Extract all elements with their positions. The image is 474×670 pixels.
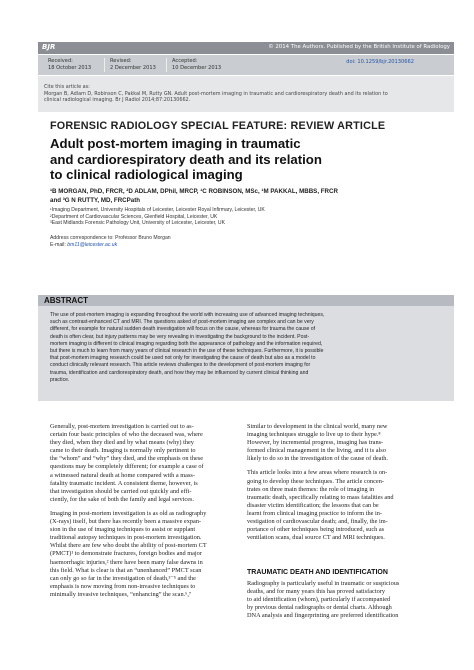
accepted-date: Accepted: 10 December 2013	[172, 58, 222, 71]
abstract-box	[38, 295, 454, 401]
doi-link[interactable]: doi: 10.1259/bjr.20130662	[346, 59, 414, 65]
journal-name: BJR	[42, 43, 56, 51]
copyright-notice: © 2014 The Authors. Published by the British Institute of Radiology	[268, 44, 450, 50]
email-link[interactable]: bm11@leicester.ac.uk	[67, 241, 118, 248]
citation-line-1: Morgan B, Adlam D, Robinson C, Pakkal M, Rutty GN. Adult post-mortem imaging in traumatic and cardiorespiratory death and its relation to	[44, 91, 388, 97]
affiliation-1: ¹Imaging Department, University Hospitals of Leicester, Leicester Royal Infirmary, Leicester, UK	[50, 207, 265, 213]
author-list: ¹B MORGAN, PhD, FRCR, ²D ADLAM, DPhil, MRCP, ¹C ROBINSON, MSc, ¹M PAKKAL, MBBS, FRCR and ³G N RUTTY, MD, FRCPath	[50, 188, 338, 204]
affiliation-3: ³East Midlands Forensic Pathology Unit, University of Leicester, Leicester, UK	[50, 220, 225, 227]
correspondence-address: Address correspondence to: Professor Bruno Morgan	[50, 235, 171, 241]
body-right-column-continued: Radiography is particularly useful in traumatic or suspicious deaths, and for many years this has proved satisfactory to aid identification (whom), particularly if accompanied by previous dental radiographs or dental charts. Although DNA analysis and fingerprinting are preferred identification	[247, 580, 400, 620]
abstract-heading: ABSTRACT	[44, 296, 88, 305]
correspondence	[50, 235, 171, 248]
body-right-column: Similar to development in the clinical world, many new imaging techniques struggle to live up to their hype.⁸ However, by incremental progress, imaging has trans- formed clinical management in the living, and it is also likely to do so in the investigation of the cause of death. This article looks into a few areas where research is on- going to develop these techniques. The article concen- trates on three main themes: the role of imaging in traumatic death, specifically relating to mass fatalities and disaster victim identification; the lessons that can be learnt from clinical imaging practice to inform the in- vestigation of cardiovascular death; and, finally, the im- portance of other techniques being introduced, such as ventilation scans, dual source CT and MRI techniques.	[247, 423, 394, 542]
abstract-header	[38, 295, 454, 306]
section-heading: TRAUMATIC DEATH AND IDENTIFICATION	[247, 569, 388, 576]
revised-date: Revised: 2 December 2013	[110, 58, 156, 71]
citation-box	[38, 76, 454, 112]
affiliations	[50, 207, 265, 227]
body-left-column: Generally, post-mortem investigation is carried out to as- certain four basic principles of who the deceased was, where they died, when they died and by what means (why) they came to their death. Imaging is normally only pertinent to the “whom” and “why” they died, and the emphasis on these questions may be completely different; for example a case of a witnessed natural death at home compared with a mass- fatality traumatic incident. A consistent theme, however, is that investigation should be carried out quickly and effi- ciently, for the sake of both the family and legal services. Imaging in post-mortem investigation is as old as radiography (X-rays) itself, but there has recently been a massive expan- sion in the use of imaging techniques to assist or supplant traditional autopsy techniques in post-mortem investigation. Whilst there are few who doubt the ability of post-mortem CT (PMCT)¹ to demonstrate fractures, foreign bodies and major haemorrhagic injuries,² there have been many false dawns in this field. What is clear is that an “unenhanced” PMCT scan can only go so far in the investigation of death,³⁻⁵ and the emphasis is now moving from non-invasive techniques to minimally invasive techniques, “enhancing” the scan.⁶,⁷	[50, 423, 207, 598]
abstract-text: The use of post-mortem imaging is expanding throughout the world with increasing use of advanced imaging techniques, such as contrast-enhanced CT and MRI. The questions asked of post-mortem imaging are complex and can be very different, for example for natural sudden death investigation will focus on the cause, whereas for trauma the cause of death is often clear, but injury patterns may be very revealing in investigating the background to the incident. Post- mortem imaging is different to clinical imaging regarding both the appearance of pathology and the information required, but there is much to learn from many years of clinical research in the use of these techniques. Furthermore, it is possible that post-mortem imaging research could be used not only for investigating the cause of death but also as a model to conduct clinically relevant research. This article reviews challenges to the development of post-mortem imaging for trauma, identification and cardiorespiratory death, and how they may be influenced by current clinical thinking and practice.	[50, 312, 325, 383]
received-date: Received: 18 October 2013	[48, 58, 92, 71]
article-dates-bar	[38, 55, 454, 75]
affiliation-2: ²Department of Cardiovascular Sciences, Glenfield Hospital, Leicester, UK	[50, 213, 218, 220]
email-label: E-mail:	[50, 241, 66, 248]
article-title: Adult post-mortem imaging in traumatic and cardiorespiratory death and its relation to clinical radiological imaging	[50, 136, 322, 183]
article-category: FORENSIC RADIOLOGY SPECIAL FEATURE: REVIEW ARTICLE	[50, 120, 386, 132]
citation-line-2: clinical radiological imaging. Br J Radiol 2014;87:20130662.	[44, 97, 191, 103]
citation-label: Cite this article as:	[44, 84, 90, 90]
journal-header-bar	[38, 42, 454, 54]
